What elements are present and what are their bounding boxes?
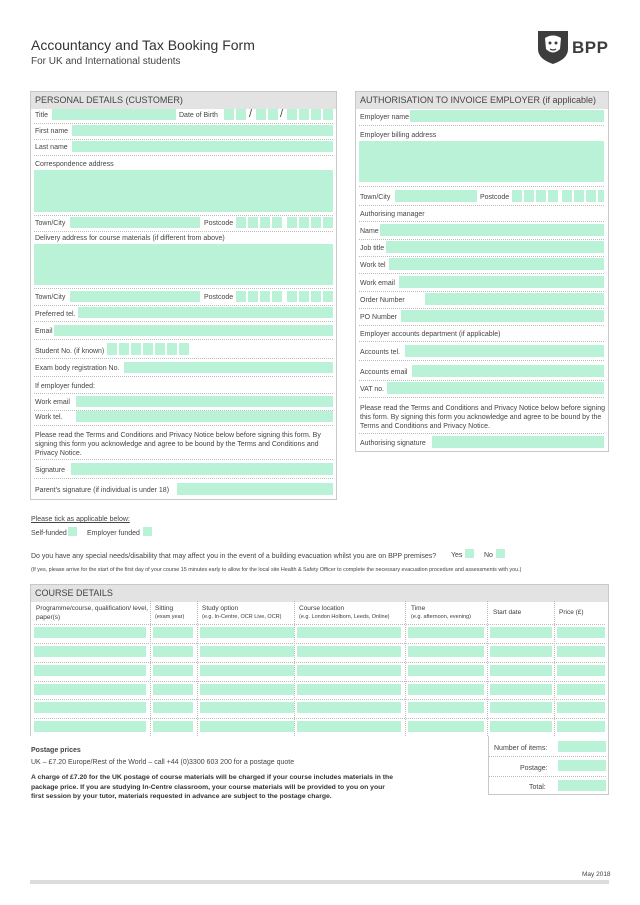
course-row-separator — [34, 718, 605, 719]
student-no-box-3[interactable] — [131, 343, 141, 355]
correspondence-address-field[interactable] — [34, 170, 333, 212]
course-cell-r3-c4[interactable] — [297, 665, 401, 676]
course-cell-r6-c2[interactable] — [153, 721, 193, 732]
employer-work-email-field[interactable] — [399, 276, 604, 288]
course-cell-r2-c7[interactable] — [557, 646, 605, 657]
logo-text: BPP — [572, 38, 609, 57]
email-label: Email — [35, 328, 53, 335]
acc-email-label: Accounts email — [360, 369, 408, 376]
lion-shield-icon — [536, 29, 570, 65]
employer-postcode-box-6[interactable] — [574, 190, 584, 202]
course-cell-r6-c6[interactable] — [490, 721, 552, 732]
col-label: Time — [411, 605, 426, 612]
postcode-box-5[interactable] — [287, 217, 297, 228]
delivery-postcode-box-2[interactable] — [248, 291, 258, 302]
dob-year-3[interactable] — [311, 109, 321, 120]
course-cell-r6-c4[interactable] — [297, 721, 401, 732]
delivery-postcode-box-3[interactable] — [260, 291, 270, 302]
pref-tel-field[interactable] — [78, 307, 333, 318]
col-sub: (e.g. London Holborn, Leeds, Online) — [299, 614, 390, 620]
course-col-divider — [150, 601, 151, 736]
course-col-divider — [294, 601, 295, 736]
if-employer-label: If employer funded: — [35, 383, 95, 390]
course-cell-r3-c7[interactable] — [557, 665, 605, 676]
postcode-box-7[interactable] — [311, 217, 321, 228]
total-label: Total: — [529, 784, 546, 791]
delivery-label: Delivery address for course materials (if different from above) — [35, 235, 225, 242]
job-title-label: Job title — [360, 245, 385, 252]
po-no-label: PO Number — [360, 314, 397, 321]
special-needs-question: Do you have any special needs/disability that may affect you in the event of a building evacuation whilst you are on BPP premises? — [31, 553, 437, 560]
course-col-header-7 — [559, 609, 605, 616]
acc-tel-label: Accounts tel. — [360, 349, 401, 356]
course-cell-r5-c2[interactable] — [153, 702, 193, 713]
col-label: Start date — [493, 609, 522, 616]
course-cell-r2-c5[interactable] — [408, 646, 484, 657]
delivery-postcode-box-5[interactable] — [287, 291, 297, 302]
yes-checkbox[interactable] — [465, 549, 474, 558]
last-name-label: Last name — [35, 144, 68, 151]
delivery-town-label: Town/City — [35, 294, 66, 301]
employer-postcode-box-4[interactable] — [548, 190, 558, 202]
course-cell-r4-c3[interactable] — [200, 684, 294, 695]
postcode-box-8[interactable] — [323, 217, 333, 228]
col-sub: (e.g. In-Centre, OCR Live, OCR) — [202, 614, 282, 620]
self-funded-label: Self-funded — [31, 530, 67, 537]
course-cell-r2-c4[interactable] — [297, 646, 401, 657]
postage-charge-notice: A charge of £7.20 for the UK postage of course materials will be charged if your course includes materials in the package price. If you are studying In-Centre classroom, your course materials will be provided to you on your first session by your tutor, materials requested in advance are subject to the postage charge. — [31, 774, 393, 800]
order-no-field[interactable] — [425, 293, 604, 305]
course-cell-r1-c2[interactable] — [153, 627, 193, 638]
course-cell-r6-c1[interactable] — [34, 721, 146, 732]
col-label: Price (£) — [559, 609, 584, 616]
tick-instruction: Please tick as applicable below: — [31, 516, 130, 523]
course-col-divider — [405, 601, 406, 736]
course-cell-r3-c6[interactable] — [490, 665, 552, 676]
course-cell-r5-c1[interactable] — [34, 702, 146, 713]
employer-funded-label: Employer funded — [87, 530, 140, 537]
employer-notice: Please read the Terms and Conditions and Privacy Notice below before signing this form. By signing this form you acknowledge and agree to be bound by the Terms and Conditions and Privacy Notice. — [360, 405, 606, 430]
col-sub: (e.g. afternoon, evening) — [411, 614, 471, 620]
course-cell-r1-c7[interactable] — [557, 627, 605, 638]
employer-postcode-label: Postcode — [480, 194, 510, 201]
signature-field[interactable] — [71, 463, 333, 475]
work-tel-label: Work tel. — [35, 414, 63, 421]
acc-email-field[interactable] — [412, 365, 604, 377]
employer-work-tel-label: Work tel — [360, 262, 386, 269]
po-no-field[interactable] — [401, 310, 604, 322]
no-label: No — [484, 552, 493, 559]
employer-town-label: Town/City — [360, 194, 391, 201]
exam-reg-label: Exam body registration No. — [35, 365, 120, 372]
billing-address-field[interactable] — [359, 141, 604, 182]
work-email-field[interactable] — [76, 396, 333, 407]
personal-details-heading: PERSONAL DETAILS (CUSTOMER) — [31, 92, 336, 109]
delivery-address-field[interactable] — [34, 244, 333, 285]
course-cell-r1-c5[interactable] — [408, 627, 484, 638]
work-tel-field[interactable] — [76, 411, 333, 422]
page-subtitle: For UK and International students — [31, 56, 181, 67]
special-needs-note: (If yes, please arrive for the start of the first day of your course 15 minutes early to allow for the local site Health & Safety Officer to complete the necessary evacuation procedure and assessments with you.) — [31, 567, 522, 573]
title-field[interactable] — [52, 109, 176, 120]
employer-work-email-label: Work email — [360, 280, 395, 287]
auth-sig-field[interactable] — [432, 436, 604, 448]
dob-month-1[interactable] — [256, 109, 266, 120]
parent-sig-field[interactable] — [177, 483, 333, 495]
order-no-label: Order Number — [360, 297, 405, 304]
dob-year-2[interactable] — [299, 109, 309, 120]
self-funded-checkbox[interactable] — [68, 527, 77, 536]
job-title-field[interactable] — [386, 241, 604, 253]
course-cell-r2-c1[interactable] — [34, 646, 146, 657]
course-col-divider — [487, 601, 488, 736]
dob-day-2[interactable] — [236, 109, 246, 120]
dob-year-1[interactable] — [287, 109, 297, 120]
first-name-field[interactable] — [72, 125, 333, 136]
course-row-separator — [34, 643, 605, 644]
course-cell-r1-c4[interactable] — [297, 627, 401, 638]
course-cell-r6-c3[interactable] — [200, 721, 294, 732]
vat-field[interactable] — [387, 382, 604, 394]
course-cell-r4-c4[interactable] — [297, 684, 401, 695]
work-email-label: Work email — [35, 399, 70, 406]
course-cell-r5-c5[interactable] — [408, 702, 484, 713]
col-label: Sitting — [155, 605, 174, 612]
postage-prices: UK – £7.20 Europe/Rest of the World – call +44 (0)3300 603 200 for a postage quote — [31, 759, 295, 766]
email-field[interactable] — [54, 325, 333, 336]
employer-name-label: Employer name — [360, 114, 410, 121]
dob-label: Date of Birth — [179, 112, 218, 119]
postcode-box-1[interactable] — [236, 217, 246, 228]
course-cell-r3-c1[interactable] — [34, 665, 146, 676]
course-cell-r1-c6[interactable] — [490, 627, 552, 638]
student-no-box-4[interactable] — [143, 343, 153, 355]
col-label: Study option — [202, 605, 239, 612]
totals-box-border — [488, 736, 609, 795]
course-cell-r4-c5[interactable] — [408, 684, 484, 695]
auth-manager-label: Authorising manager — [360, 211, 425, 218]
billing-label: Employer billing address — [360, 132, 437, 139]
delivery-postcode-box-7[interactable] — [311, 291, 321, 302]
correspondence-label: Correspondence address — [35, 161, 114, 168]
employer-town-field[interactable] — [395, 190, 477, 202]
employer-postcode-box-1[interactable] — [512, 190, 522, 202]
employer-postcode-box-3[interactable] — [536, 190, 546, 202]
personal-notice: Please read the Terms and Conditions and Privacy Notice below before signing this form. By signing this form you acknowledge and agree to be bound by the Terms and Conditions and Privacy Notice. — [35, 432, 321, 457]
course-cell-r4-c6[interactable] — [490, 684, 552, 695]
employer-work-tel-field[interactable] — [389, 258, 604, 270]
course-cell-r4-c1[interactable] — [34, 684, 146, 695]
course-cell-r6-c5[interactable] — [408, 721, 484, 732]
postcode-label: Postcode — [204, 220, 234, 227]
delivery-postcode-box-4[interactable] — [272, 291, 282, 302]
course-row-separator — [34, 681, 605, 682]
postage-heading: Postage prices — [31, 747, 81, 754]
dob-month-2[interactable] — [268, 109, 278, 120]
employer-postcode-box-8[interactable] — [598, 190, 604, 202]
employer-heading: AUTHORISATION TO INVOICE EMPLOYER (if applicable) — [356, 92, 608, 109]
course-col-divider — [554, 601, 555, 736]
employer-funded-checkbox[interactable] — [143, 527, 152, 536]
dob-day-1[interactable] — [224, 109, 234, 120]
course-cell-r6-c7[interactable] — [557, 721, 605, 732]
course-col-header-1 — [36, 604, 148, 622]
course-cell-r4-c2[interactable] — [153, 684, 193, 695]
bpp-logo — [536, 29, 608, 67]
employer-name-field[interactable] — [410, 110, 604, 122]
course-col-header-4 — [299, 604, 405, 621]
course-cell-r2-c6[interactable] — [490, 646, 552, 657]
yes-label: Yes — [451, 552, 463, 559]
student-no-box-5[interactable] — [155, 343, 165, 355]
pref-tel-label: Preferred tel. — [35, 311, 76, 318]
student-no-box-7[interactable] — [179, 343, 189, 355]
no-checkbox[interactable] — [496, 549, 505, 558]
mgr-name-field[interactable] — [380, 224, 604, 236]
course-cell-r3-c5[interactable] — [408, 665, 484, 676]
course-cell-r2-c2[interactable] — [153, 646, 193, 657]
col-sub: (exam year) — [155, 614, 185, 620]
course-details-heading: COURSE DETAILS — [31, 585, 608, 602]
course-row-separator — [34, 662, 605, 663]
page-title: Accountancy and Tax Booking Form — [31, 37, 255, 53]
student-no-box-6[interactable] — [167, 343, 177, 355]
footer-bar — [30, 880, 609, 884]
course-col-divider — [197, 601, 198, 736]
course-cell-r4-c7[interactable] — [557, 684, 605, 695]
last-name-field[interactable] — [72, 141, 333, 152]
course-cell-r5-c4[interactable] — [297, 702, 401, 713]
dob-separator-2: / — [280, 108, 284, 120]
footer-date: May 2018 — [582, 871, 611, 878]
postcode-box-6[interactable] — [299, 217, 309, 228]
signature-label: Signature — [35, 467, 65, 474]
col-label: Course location — [299, 605, 345, 612]
course-cell-r1-c1[interactable] — [34, 627, 146, 638]
num-items-label: Number of items: — [494, 745, 548, 752]
course-cell-r1-c3[interactable] — [200, 627, 294, 638]
delivery-postcode-box-8[interactable] — [323, 291, 333, 302]
course-cell-r3-c2[interactable] — [153, 665, 193, 676]
mgr-name-label: Name — [360, 228, 379, 235]
student-no-label: Student No. (if known) — [35, 348, 105, 355]
vat-label: VAT no. — [360, 386, 385, 393]
employer-postcode-box-5[interactable] — [562, 190, 572, 202]
postcode-box-4[interactable] — [272, 217, 282, 228]
title-label: Title — [35, 112, 48, 119]
postcode-box-3[interactable] — [260, 217, 270, 228]
employer-postcode-box-7[interactable] — [586, 190, 596, 202]
course-cell-r5-c3[interactable] — [200, 702, 294, 713]
postcode-box-2[interactable] — [248, 217, 258, 228]
course-col-header-2 — [155, 604, 195, 621]
delivery-town-field[interactable] — [70, 291, 200, 302]
acc-tel-field[interactable] — [405, 345, 604, 357]
parent-sig-label: Parent's signature (if individual is under 18) — [35, 487, 170, 494]
delivery-postcode-box-6[interactable] — [299, 291, 309, 302]
course-cell-r2-c3[interactable] — [200, 646, 294, 657]
delivery-postcode-label: Postcode — [204, 294, 234, 301]
student-no-box-1[interactable] — [107, 343, 117, 355]
course-col-header-3 — [202, 604, 296, 621]
delivery-postcode-box-1[interactable] — [236, 291, 246, 302]
course-cell-r5-c6[interactable] — [490, 702, 552, 713]
dob-year-4[interactable] — [323, 109, 333, 120]
first-name-label: First name — [35, 128, 69, 135]
accounts-dept-label: Employer accounts department (if applicable) — [360, 331, 501, 338]
course-cell-r5-c7[interactable] — [557, 702, 605, 713]
auth-sig-label: Authorising signature — [360, 440, 426, 447]
exam-reg-field[interactable] — [124, 362, 333, 373]
postage-label: Postage: — [520, 765, 548, 772]
course-col-header-6 — [493, 609, 553, 616]
town-field[interactable] — [70, 217, 200, 228]
student-no-box-2[interactable] — [119, 343, 129, 355]
employer-postcode-box-2[interactable] — [524, 190, 534, 202]
course-col-header-5 — [411, 604, 487, 621]
course-row-separator — [34, 699, 605, 700]
course-cell-r3-c3[interactable] — [200, 665, 294, 676]
town-label: Town/City — [35, 220, 66, 227]
dob-separator-1: / — [249, 108, 253, 120]
col-label: Programme/course, qualification/ level, paper(s) — [36, 605, 148, 621]
course-row-separator — [34, 624, 605, 625]
